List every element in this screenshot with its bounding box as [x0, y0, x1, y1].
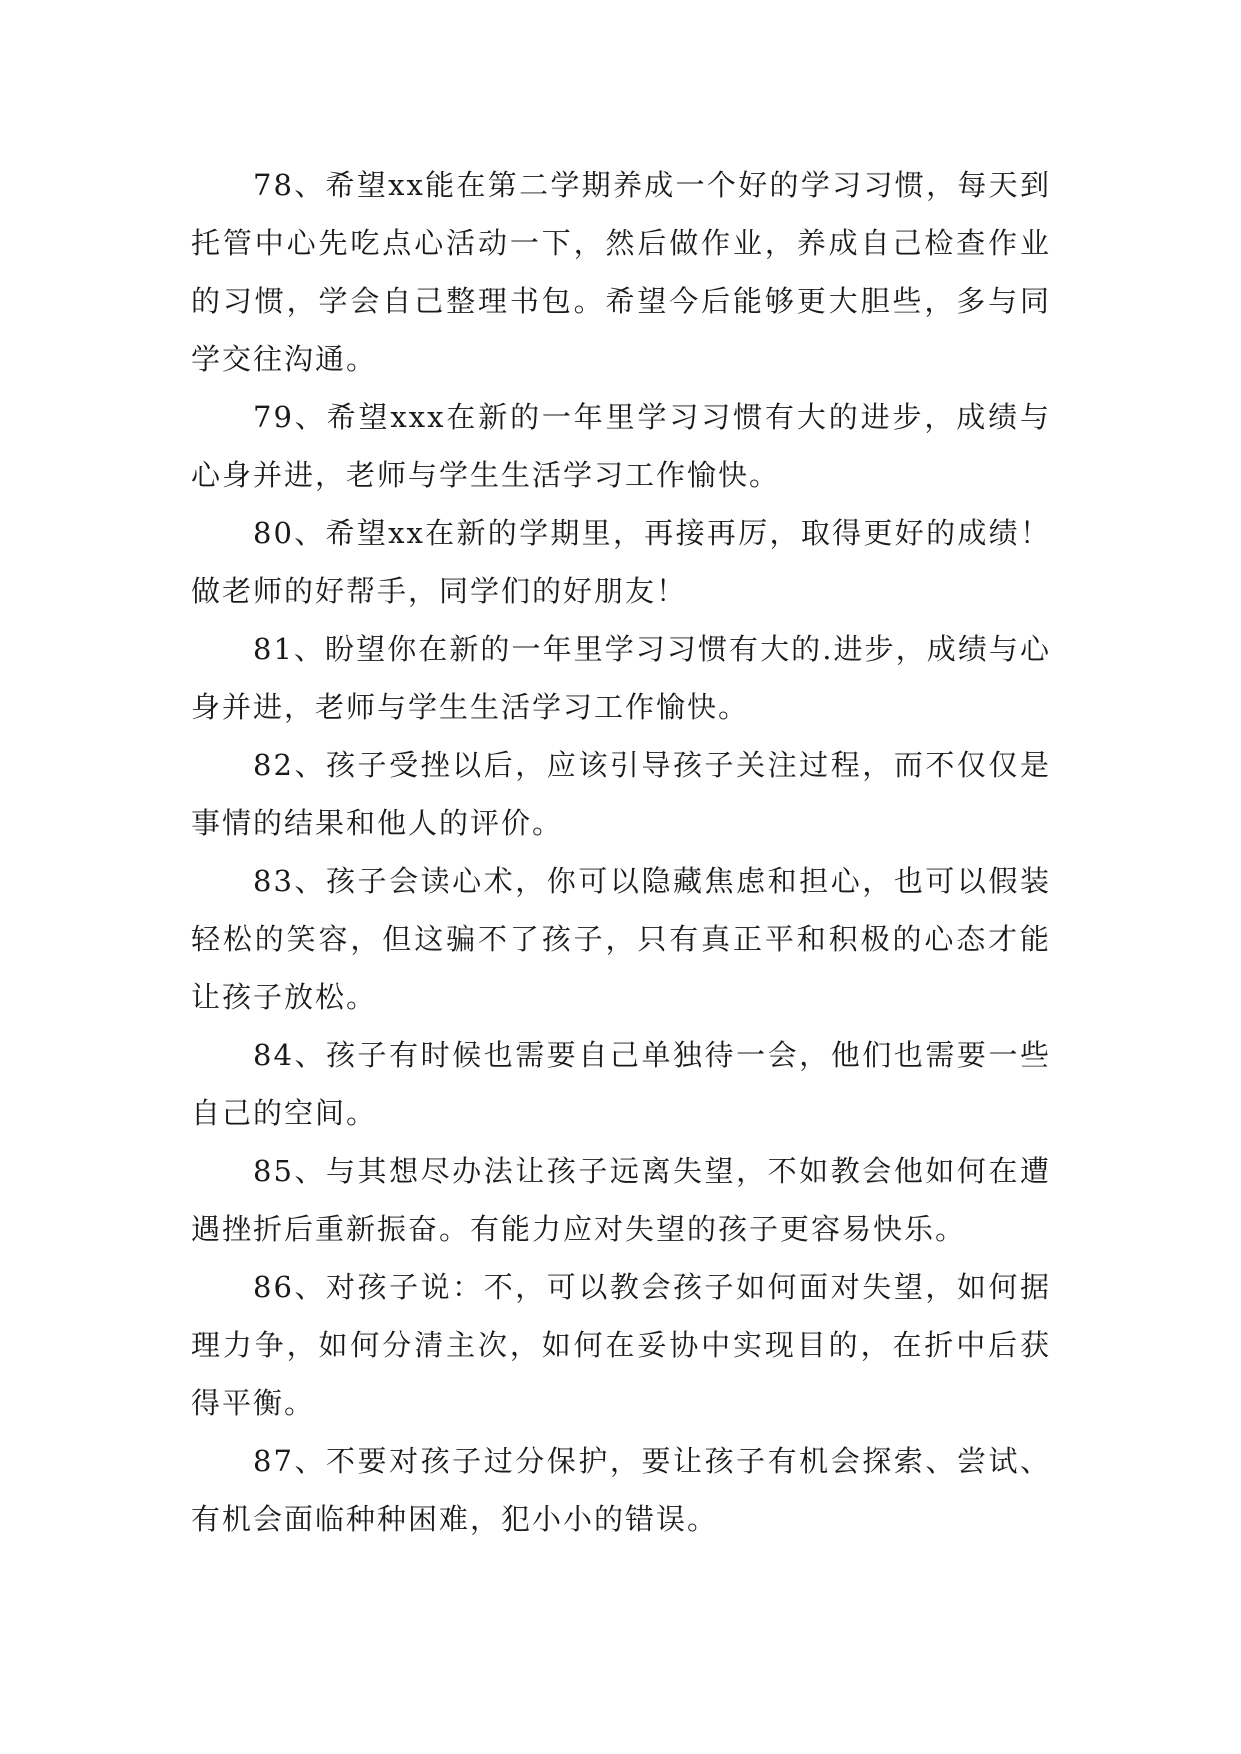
paragraph-86: 86、对孩子说：不，可以教会孩子如何面对失望，如何据理力争，如何分清主次，如何在妥协中实现目的，在折中后获得平衡。	[191, 1270, 1051, 1420]
paragraph-85: 85、与其想尽办法让孩子远离失望，不如教会他如何在遭遇挫折后重新振奋。有能力应对失望的孩子更容易快乐。	[191, 1154, 1051, 1246]
paragraph-81: 81、盼望你在新的一年里学习习惯有大的.进步，成绩与心身并进，老师与学生生活学习工作愉快。	[191, 632, 1051, 724]
document-body	[191, 156, 1051, 1548]
paragraph-84: 84、孩子有时候也需要自己单独待一会，他们也需要一些自己的空间。	[191, 1038, 1051, 1130]
paragraph-82: 82、孩子受挫以后，应该引导孩子关注过程，而不仅仅是事情的结果和他人的评价。	[191, 748, 1051, 840]
paragraph-83: 83、孩子会读心术，你可以隐藏焦虑和担心，也可以假装轻松的笑容，但这骗不了孩子，只有真正平和积极的心态才能让孩子放松。	[191, 864, 1051, 1014]
paragraph-87: 87、不要对孩子过分保护，要让孩子有机会探索、尝试、有机会面临种种困难，犯小小的错误。	[191, 1444, 1051, 1536]
paragraph-78: 78、希望xx能在第二学期养成一个好的学习习惯，每天到托管中心先吃点心活动一下，然后做作业，养成自己检查作业的习惯，学会自己整理书包。希望今后能够更大胆些，多与同学交往沟通。	[191, 168, 1051, 376]
paragraph-79: 79、希望xxx在新的一年里学习习惯有大的进步，成绩与心身并进，老师与学生生活学习工作愉快。	[191, 400, 1051, 492]
paragraph-80: 80、希望xx在新的学期里，再接再厉，取得更好的成绩！做老师的好帮手，同学们的好朋友！	[191, 516, 1051, 608]
